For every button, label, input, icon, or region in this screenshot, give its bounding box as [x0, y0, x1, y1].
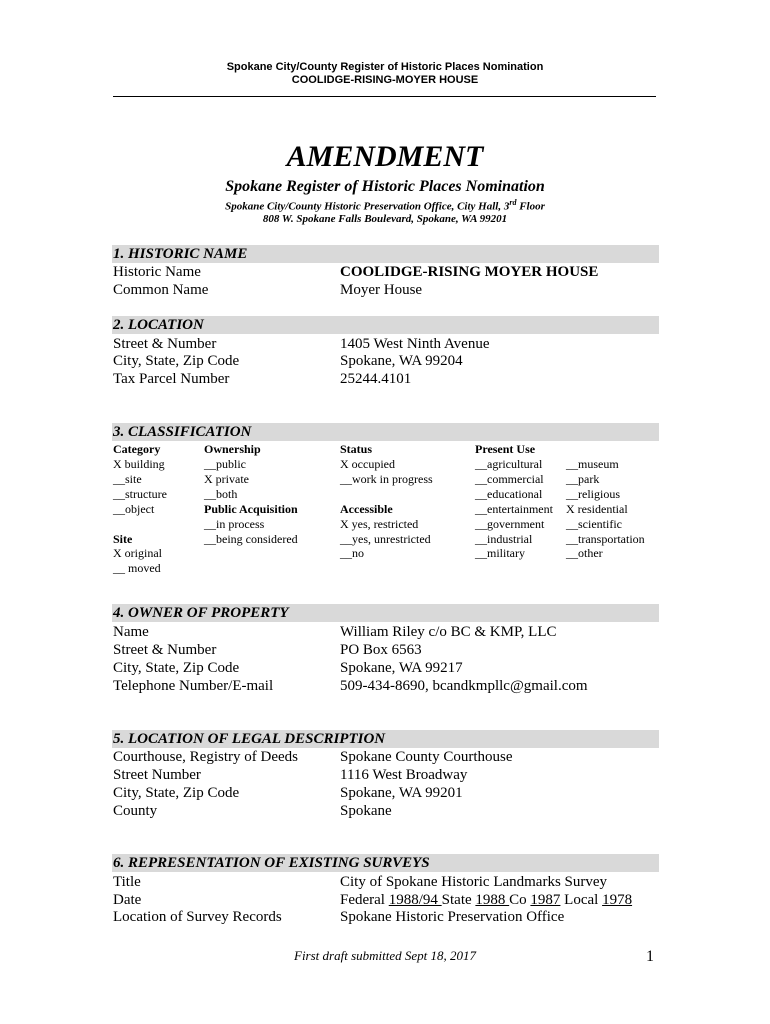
status-occupied: X occupied [340, 457, 395, 471]
use-agricultural: __agricultural [475, 457, 543, 471]
survey-records-label: Location of Survey Records [113, 909, 282, 925]
address-line: 808 W. Spokane Falls Boulevard, Spokane, WA 99201 [262, 213, 508, 225]
survey-date-label: Date [113, 892, 142, 908]
owner-name-label: Name [113, 624, 149, 640]
survey-date-value: Federal 1988/94 State 1988 Co 1987 Local 1978 [340, 892, 633, 908]
use-residential: X residential [566, 502, 628, 516]
office-line: Spokane City/County Historic Preservation Office, City Hall, 3rd Floor [225, 198, 545, 213]
use-military: __military [475, 546, 525, 560]
category-site: __site [113, 472, 142, 486]
ownership-heading: Ownership [204, 442, 261, 456]
header-line-1: Spokane City/County Register of Historic Places Nomination [226, 61, 544, 73]
category-building: X building [113, 457, 165, 471]
street-number-label: Street & Number [113, 336, 217, 352]
section-owner-heading: 4. OWNER OF PROPERTY [112, 604, 659, 622]
document-title: AMENDMENT [286, 140, 484, 173]
use-transportation: __transportation [566, 532, 645, 546]
category-heading: Category [113, 442, 161, 456]
county-label: County [113, 803, 158, 819]
document-subtitle: Spokane Register of Historic Places Nomination [225, 178, 545, 195]
legal-street-value: 1116 West Broadway [340, 767, 468, 783]
courthouse-value: Spokane County Courthouse [340, 749, 513, 765]
owner-name-value: William Riley c/o BC & KMP, LLC [340, 624, 557, 640]
accessible-heading: Accessible [340, 502, 393, 516]
city-state-zip-value: Spokane, WA 99204 [340, 353, 463, 369]
accessible-restricted: X yes, restricted [340, 517, 419, 531]
use-religious: __religious [566, 487, 620, 501]
status-heading: Status [340, 442, 373, 456]
site-original: X original [113, 546, 162, 560]
ownership-both: __both [204, 487, 238, 501]
status-work-in-progress: __work in progress [340, 472, 433, 486]
use-government: __government [475, 517, 545, 531]
footer-note: First draft submitted Sept 18, 2017 [294, 948, 476, 963]
owner-street-label: Street & Number [113, 642, 217, 658]
site-moved: __ moved [113, 561, 161, 575]
public-acquisition-heading: Public Acquisition [204, 502, 298, 516]
use-park: __park [566, 472, 600, 486]
survey-title-value: City of Spokane Historic Landmarks Survey [340, 874, 608, 890]
owner-city-value: Spokane, WA 99217 [340, 660, 463, 676]
tax-parcel-label: Tax Parcel Number [113, 371, 230, 387]
section-surveys-heading: 6. REPRESENTATION OF EXISTING SURVEYS [112, 854, 659, 872]
acquisition-being-considered: __being considered [204, 532, 298, 546]
legal-street-label: Street Number [113, 767, 201, 783]
use-educational: __educational [475, 487, 543, 501]
use-museum: __museum [566, 457, 619, 471]
use-entertainment: __entertainment [475, 502, 553, 516]
accessible-no: __no [340, 546, 364, 560]
present-use-heading: Present Use [475, 442, 536, 456]
page-number: 1 [646, 948, 654, 965]
use-industrial: __industrial [475, 532, 533, 546]
use-commercial: __commercial [475, 472, 544, 486]
ownership-private: X private [204, 472, 249, 486]
owner-phone-label: Telephone Number/E-mail [113, 678, 274, 694]
category-structure: __structure [113, 487, 167, 501]
section-location-heading: 2. LOCATION [112, 316, 659, 334]
owner-phone-value: 509-434-8690, bcandkmpllc@gmail.com [340, 678, 588, 694]
historic-name-label: Historic Name [113, 264, 201, 280]
county-value: Spokane [340, 803, 392, 819]
legal-city-value: Spokane, WA 99201 [340, 785, 463, 801]
use-scientific: __scientific [566, 517, 622, 531]
legal-city-label: City, State, Zip Code [113, 785, 240, 801]
header-line-2: COOLIDGE-RISING-MOYER HOUSE [291, 74, 479, 86]
common-name-label: Common Name [113, 282, 209, 298]
accessible-unrestricted: __yes, unrestricted [340, 532, 431, 546]
owner-street-value: PO Box 6563 [340, 642, 422, 658]
survey-records-value: Spokane Historic Preservation Office [340, 909, 565, 925]
survey-title-label: Title [113, 874, 141, 890]
section-classification-heading: 3. CLASSIFICATION [112, 423, 659, 441]
header-rule [113, 96, 656, 97]
section-legal-description-heading: 5. LOCATION OF LEGAL DESCRIPTION [112, 730, 659, 748]
section-historic-name-heading: 1. HISTORIC NAME [112, 245, 659, 263]
site-heading: Site [113, 532, 133, 546]
city-state-zip-label: City, State, Zip Code [113, 353, 240, 369]
tax-parcel-value: 25244.4101 [340, 371, 412, 387]
courthouse-label: Courthouse, Registry of Deeds [113, 749, 298, 765]
owner-city-label: City, State, Zip Code [113, 660, 240, 676]
acquisition-in-process: __in process [204, 517, 265, 531]
common-name-value: Moyer House [340, 282, 423, 298]
use-other: __other [566, 546, 603, 560]
category-object: __object [113, 502, 155, 516]
street-number-value: 1405 West Ninth Avenue [340, 336, 490, 352]
historic-name-value: COOLIDGE-RISING MOYER HOUSE [340, 264, 599, 280]
ownership-public: __public [204, 457, 246, 471]
